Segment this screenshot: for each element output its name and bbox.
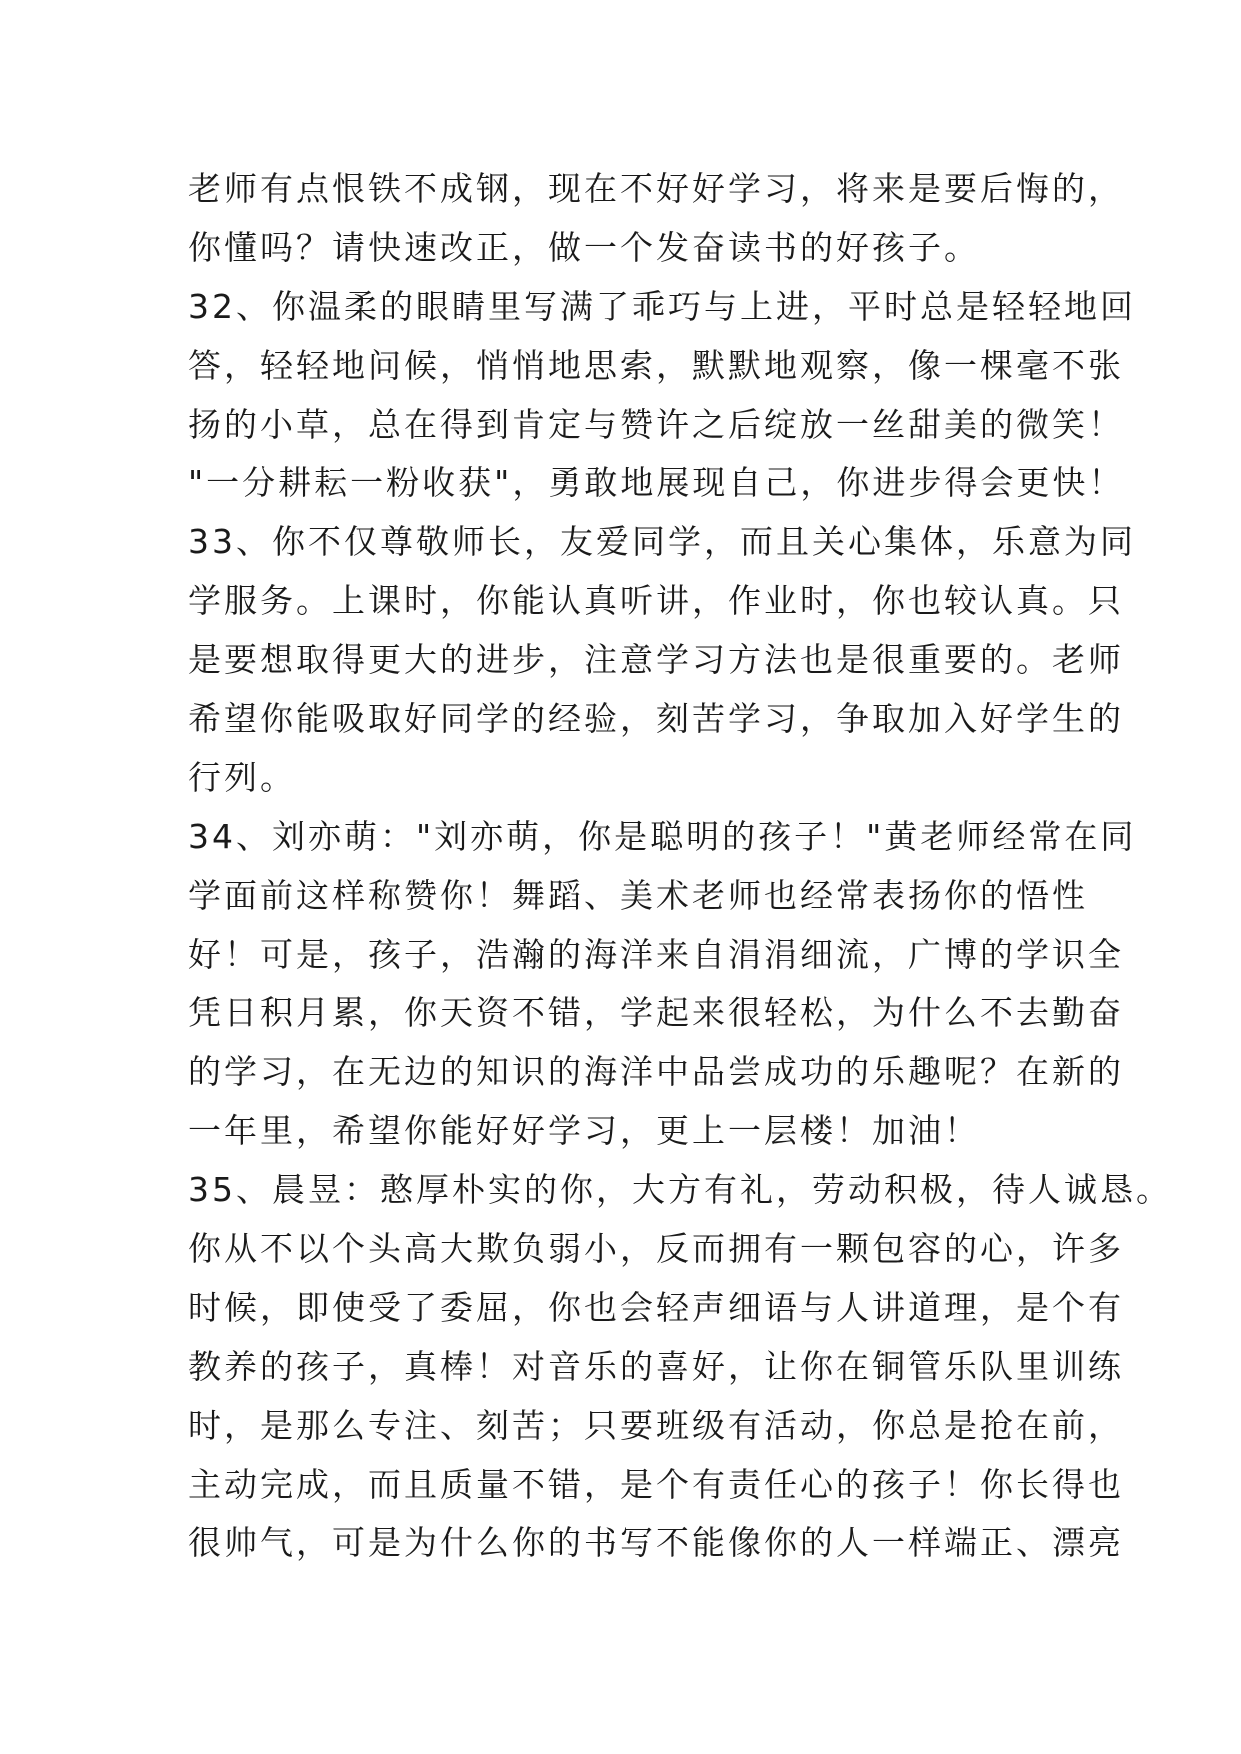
- text-line: 的学习，在无边的知识的海洋中品尝成功的乐趣呢？在新的: [188, 1052, 1124, 1092]
- text-line: 32、你温柔的眼睛里写满了乖巧与上进，平时总是轻轻地回: [188, 286, 1136, 326]
- text-line: 好！可是，孩子，浩瀚的海洋来自涓涓细流，广博的学识全: [188, 934, 1124, 974]
- text-line: 学面前这样称赞你！舞蹈、美术老师也经常表扬你的悟性: [188, 875, 1088, 915]
- text-line: 答，轻轻地问候，悄悄地思索，默默地观察，像一棵毫不张: [188, 345, 1124, 385]
- text-line: 学服务。上课时，你能认真听讲，作业时，你也较认真。只: [188, 581, 1124, 621]
- text-line: 一年里，希望你能好好学习，更上一层楼！加油！: [188, 1111, 980, 1151]
- text-line: 很帅气，可是为什么你的书写不能像你的人一样端正、漂亮: [188, 1523, 1124, 1563]
- text-line: 凭日积月累，你天资不错，学起来很轻松，为什么不去勤奋: [188, 993, 1124, 1033]
- text-line: 行列。: [188, 757, 296, 797]
- text-line: 时候，即使受了委屈，你也会轻声细语与人讲道理，是个有: [188, 1287, 1124, 1327]
- text-line: 你从不以个头高大欺负弱小，反而拥有一颗包容的心，许多: [188, 1229, 1124, 1269]
- text-line: 老师有点恨铁不成钢，现在不好好学习，将来是要后悔的，: [188, 169, 1124, 208]
- text-line: 33、你不仅尊敬师长，友爱同学，而且关心集体，乐意为同: [188, 522, 1136, 562]
- text-line: "一分耕耘一粉收获"，勇敢地展现自己，你进步得会更快！: [188, 463, 1125, 503]
- body-text: [188, 160, 1172, 1573]
- text-line: 35、晨昱：憨厚朴实的你，大方有礼，劳动积极，待人诚恳。: [188, 1170, 1172, 1210]
- text-line: 是要想取得更大的进步，注意学习方法也是很重要的。老师: [188, 640, 1124, 680]
- text-line: 主动完成，而且质量不错，是个有责任心的孩子！你长得也: [188, 1464, 1124, 1504]
- text-line: 时，是那么专注、刻苦；只要班级有活动，你总是抢在前，: [188, 1405, 1124, 1445]
- text-line: 34、刘亦萌："刘亦萌，你是聪明的孩子！"黄老师经常在同: [188, 816, 1137, 856]
- text-line: 你懂吗？请快速改正，做一个发奋读书的好孩子。: [188, 227, 980, 267]
- text-line: 扬的小草，总在得到肯定与赞许之后绽放一丝甜美的微笑！: [188, 404, 1124, 444]
- text-line: 教养的孩子，真棒！对音乐的喜好，让你在铜管乐队里训练: [188, 1346, 1124, 1386]
- text-line: 希望你能吸取好同学的经验，刻苦学习，争取加入好学生的: [188, 699, 1124, 739]
